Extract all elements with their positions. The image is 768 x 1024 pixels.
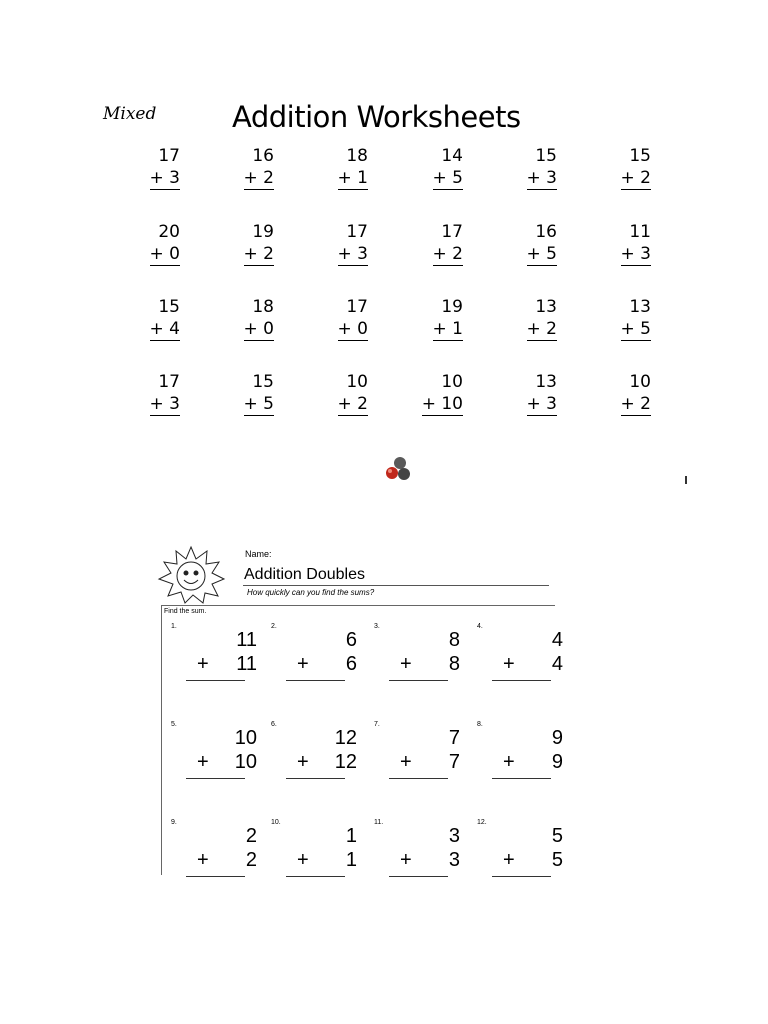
problem-bottom-addend: + 2 (526, 319, 557, 339)
problem-top-number: 17 (441, 222, 463, 242)
problem-top-number: 13 (535, 297, 557, 317)
problem-top-number: 16 (535, 222, 557, 242)
problem-bottom-addend: + 2 (432, 244, 463, 264)
addition-problem (214, 221, 274, 266)
addition-problem (214, 145, 274, 190)
problem-bottom-addend: + 0 (337, 319, 368, 339)
problem-bottom-addend: + 5 (243, 394, 274, 414)
problem-top-number: 15 (629, 146, 651, 166)
problem-bottom-addend: + 3 (149, 394, 180, 414)
problem-top-number: 15 (535, 146, 557, 166)
answer-line (186, 876, 245, 877)
problem-bottom-number: 9 (551, 751, 563, 773)
answer-line (492, 778, 551, 779)
problem-number: 10. (271, 819, 281, 826)
problem-top-number: 17 (158, 146, 180, 166)
answer-line (389, 680, 448, 681)
answer-line (286, 876, 345, 877)
plus-sign: + (400, 751, 412, 773)
problem-bottom-number: 2 (245, 849, 257, 871)
problem-bottom-addend: + 5 (432, 168, 463, 188)
problem-number: 11. (374, 819, 384, 826)
problem-bottom-addend: + 10 (421, 394, 463, 414)
doubles-subtitle: How quickly can you find the sums? (247, 588, 375, 597)
problem-top-number: 15 (252, 372, 274, 392)
problem-bottom-number: 12 (334, 751, 357, 773)
problem-number: 8. (477, 721, 483, 728)
plus-sign: + (197, 849, 209, 871)
problem-bottom-addend: + 2 (243, 168, 274, 188)
problem-bottom-number: 5 (551, 849, 563, 871)
addition-problem (497, 296, 557, 341)
problem-number: 1. (171, 623, 177, 630)
addition-problem (497, 371, 557, 416)
problem-top-number: 10 (441, 372, 463, 392)
page-title: Addition Worksheets (232, 100, 521, 134)
addition-problem (308, 296, 368, 341)
problem-bottom-addend: + 3 (149, 168, 180, 188)
plus-sign: + (297, 751, 309, 773)
molecule-logo-icon (380, 456, 412, 482)
addition-problem (403, 145, 463, 190)
instruction-text: Find the sum. (164, 608, 207, 615)
plus-sign: + (400, 849, 412, 871)
problem-top-number: 17 (346, 222, 368, 242)
smiling-sun-icon (155, 545, 227, 605)
problem-top-number: 14 (441, 146, 463, 166)
problem-top-number: 10 (346, 372, 368, 392)
problem-bottom-addend: + 4 (149, 319, 180, 339)
problem-bottom-addend: + 3 (337, 244, 368, 264)
answer-line (492, 680, 551, 681)
addition-problem (214, 296, 274, 341)
problem-bottom-addend: + 2 (243, 244, 274, 264)
problem-top-number: 6 (345, 629, 357, 651)
problem-top-number: 11 (629, 222, 651, 242)
problem-top-number: 13 (629, 297, 651, 317)
problem-top-number: 20 (158, 222, 180, 242)
problem-number: 6. (271, 721, 277, 728)
plus-sign: + (297, 653, 309, 675)
problem-top-number: 15 (158, 297, 180, 317)
addition-doubles-worksheet (155, 545, 563, 875)
problem-bottom-number: 7 (448, 751, 460, 773)
problem-number: 2. (271, 623, 277, 630)
problem-top-number: 17 (158, 372, 180, 392)
problem-number: 9. (171, 819, 177, 826)
answer-line (286, 778, 345, 779)
problem-number: 5. (171, 721, 177, 728)
problem-top-number: 19 (252, 222, 274, 242)
problem-top-number: 12 (334, 727, 357, 749)
plus-sign: + (197, 653, 209, 675)
problem-top-number: 16 (252, 146, 274, 166)
problem-bottom-addend: + 3 (620, 244, 651, 264)
problem-bottom-number: 6 (345, 653, 357, 675)
plus-sign: + (197, 751, 209, 773)
addition-problem (120, 371, 180, 416)
answer-line (186, 778, 245, 779)
problem-top-number: 2 (245, 825, 257, 847)
answer-line (286, 680, 345, 681)
problem-top-number: 3 (448, 825, 460, 847)
stray-mark (685, 476, 687, 484)
addition-problem (120, 145, 180, 190)
addition-problem (308, 145, 368, 190)
addition-problem (308, 221, 368, 266)
problem-top-number: 9 (551, 727, 563, 749)
problem-top-number: 1 (345, 825, 357, 847)
addition-problem (591, 145, 651, 190)
plus-sign: + (297, 849, 309, 871)
addition-problem (214, 371, 274, 416)
problem-top-number: 19 (441, 297, 463, 317)
problem-bottom-addend: + 3 (526, 394, 557, 414)
addition-problem (591, 221, 651, 266)
doubles-title: Addition Doubles (244, 566, 365, 583)
addition-problem (497, 221, 557, 266)
problem-bottom-addend: + 2 (337, 394, 368, 414)
addition-problem (403, 296, 463, 341)
problem-bottom-addend: + 3 (526, 168, 557, 188)
problem-bottom-addend: + 0 (243, 319, 274, 339)
problem-top-number: 18 (252, 297, 274, 317)
problem-number: 4. (477, 623, 483, 630)
addition-problem (497, 145, 557, 190)
problem-bottom-addend: + 0 (149, 244, 180, 264)
problem-bottom-number: 11 (236, 653, 257, 675)
problem-top-number: 5 (551, 825, 563, 847)
problem-top-number: 8 (448, 629, 460, 651)
problem-top-number: 10 (234, 727, 257, 749)
answer-line (389, 876, 448, 877)
problem-top-number: 7 (448, 727, 460, 749)
addition-problem (403, 221, 463, 266)
answer-line (389, 778, 448, 779)
plus-sign: + (400, 653, 412, 675)
name-label: Name: (245, 549, 272, 559)
addition-problem (308, 371, 368, 416)
problem-bottom-addend: + 1 (337, 168, 368, 188)
problem-bottom-addend: + 1 (432, 319, 463, 339)
frame-left-border (161, 605, 162, 875)
problem-top-number: 4 (551, 629, 563, 651)
problem-bottom-number: 3 (448, 849, 460, 871)
problem-bottom-addend: + 5 (620, 319, 651, 339)
problem-top-number: 17 (346, 297, 368, 317)
addition-problem (403, 371, 463, 416)
addition-problem (591, 371, 651, 416)
answer-line (492, 876, 551, 877)
problem-bottom-addend: + 2 (620, 168, 651, 188)
plus-sign: + (503, 849, 515, 871)
title-rule (243, 585, 549, 586)
problem-bottom-number: 4 (551, 653, 563, 675)
answer-line (186, 680, 245, 681)
problem-top-number: 13 (535, 372, 557, 392)
problem-number: 12. (477, 819, 487, 826)
problem-top-number: 10 (629, 372, 651, 392)
addition-problem (120, 296, 180, 341)
addition-problem (120, 221, 180, 266)
plus-sign: + (503, 751, 515, 773)
plus-sign: + (503, 653, 515, 675)
addition-problem (591, 296, 651, 341)
problem-bottom-number: 1 (345, 849, 357, 871)
problem-bottom-addend: + 5 (526, 244, 557, 264)
problem-bottom-number: 8 (448, 653, 460, 675)
problem-bottom-addend: + 2 (620, 394, 651, 414)
problem-bottom-number: 10 (234, 751, 257, 773)
problem-top-number: 11 (236, 629, 257, 651)
frame-top-border (161, 605, 555, 606)
problem-top-number: 18 (346, 146, 368, 166)
problem-number: 7. (374, 721, 380, 728)
mixed-label: Mixed (103, 104, 157, 124)
problem-number: 3. (374, 623, 380, 630)
